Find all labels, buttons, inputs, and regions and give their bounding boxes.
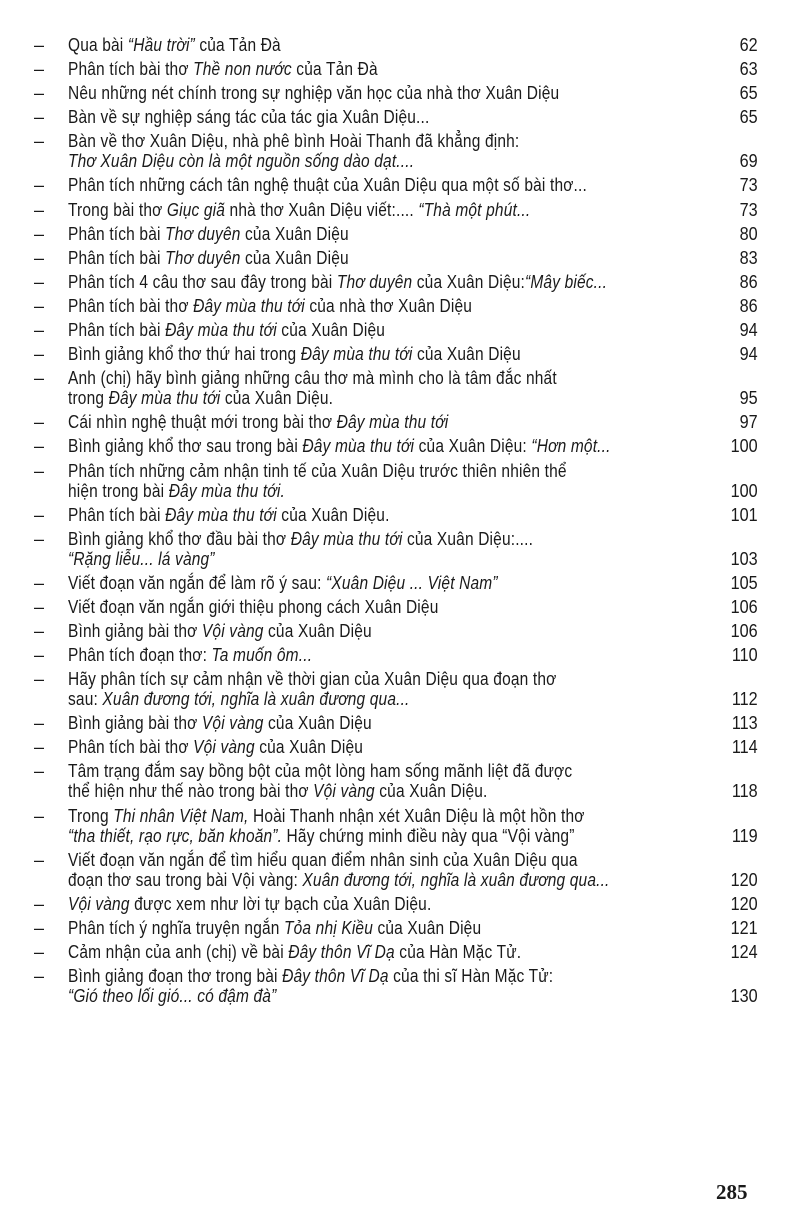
entry-title xyxy=(68,107,708,127)
bullet-dash: – xyxy=(34,528,45,549)
entry-title-line xyxy=(68,131,618,151)
text-segment: của Xuân Diệu: xyxy=(412,271,526,292)
entry-title-line xyxy=(68,368,618,388)
italic-title-segment: Vội vàng xyxy=(201,713,264,734)
text-segment: Phân tích bài xyxy=(68,504,166,525)
entry-title-line xyxy=(68,826,618,846)
entry-page-number: 105 xyxy=(730,572,758,593)
text-segment: hiện trong bài xyxy=(68,480,169,501)
text-segment: của nhà thơ Xuân Diệu xyxy=(304,295,473,316)
entry-page-number: 100 xyxy=(730,436,758,457)
entry-title-line xyxy=(68,107,618,127)
toc-entry xyxy=(34,505,764,525)
entry-page-number: 80 xyxy=(739,223,758,244)
entry-title xyxy=(68,713,708,733)
toc-entry xyxy=(34,597,764,617)
text-segment: của Xuân Diệu xyxy=(372,917,482,938)
text-segment: của Hàn Mặc Tử. xyxy=(394,941,522,962)
text-segment: của Xuân Diệu. xyxy=(220,388,334,409)
text-segment: Phân tích bài thơ xyxy=(68,737,194,758)
italic-title-segment: Đây mùa thu tới xyxy=(290,528,403,549)
italic-title-segment: “Xuân Diệu ... Việt Nam” xyxy=(326,572,498,593)
text-segment: của Tản Đà xyxy=(291,59,378,80)
italic-title-segment: Đây thôn Vĩ Dạ xyxy=(288,941,395,962)
entry-page-number: 121 xyxy=(730,917,758,938)
entry-page-number: 114 xyxy=(731,737,758,758)
text-segment: Anh (chị) hãy bình giảng những câu thơ mà mình cho là tâm đắc nhất xyxy=(68,368,557,389)
text-segment: Cái nhìn nghệ thuật mới trong bài thơ xyxy=(68,412,337,433)
toc-entry xyxy=(34,966,764,1006)
entry-page-number: 130 xyxy=(730,986,758,1006)
entry-title-line xyxy=(68,436,618,456)
entry-title xyxy=(68,669,708,709)
bullet-dash: – xyxy=(34,131,45,152)
italic-title-segment: Thi nhân Việt Nam, xyxy=(113,805,249,826)
text-segment: của thi sĩ Hàn Mặc Tử: xyxy=(388,966,554,986)
italic-title-segment: “Gió theo lối gió... có đậm đà” xyxy=(68,986,277,1006)
text-segment: Cảm nhận của anh (chị) về bài xyxy=(68,941,289,962)
bullet-dash: – xyxy=(34,295,45,316)
toc-entry xyxy=(34,175,764,195)
entry-title xyxy=(68,272,708,292)
entry-title-line xyxy=(68,894,618,914)
entry-title xyxy=(68,248,708,268)
italic-title-segment: Thề non nước xyxy=(193,59,292,80)
entry-title-line xyxy=(68,505,618,525)
entry-page-number: 95 xyxy=(739,388,758,409)
entry-page-number: 65 xyxy=(739,83,758,104)
italic-title-segment: Vội vàng xyxy=(201,620,264,641)
italic-title-segment: Vội vàng xyxy=(68,893,130,914)
entry-title-line xyxy=(68,918,618,938)
entry-title xyxy=(68,59,708,79)
bullet-dash: – xyxy=(34,805,45,826)
entry-title xyxy=(68,200,708,220)
entry-title-line xyxy=(68,986,618,1006)
entry-title-line xyxy=(68,870,618,890)
entry-title-line xyxy=(68,737,618,757)
entry-title xyxy=(68,942,708,962)
bullet-dash: – xyxy=(34,175,45,196)
toc-entry xyxy=(34,573,764,593)
entry-title-line xyxy=(68,942,618,962)
text-segment: nhà thơ Xuân Diệu viết:.... xyxy=(225,199,419,220)
toc-entry xyxy=(34,850,764,890)
text-segment: Viết đoạn văn ngắn để tìm hiểu quan điểm nhân sinh của Xuân Diệu qua xyxy=(68,849,578,870)
entry-page-number: 101 xyxy=(730,504,758,525)
text-segment: của Xuân Diệu xyxy=(254,737,364,758)
entry-title xyxy=(68,461,708,501)
bullet-dash: – xyxy=(34,320,45,341)
italic-title-segment: Đây mùa thu tới xyxy=(165,320,277,341)
text-segment: Bàn về sự nghiệp sáng tác của tác gia Xuân Diệu... xyxy=(68,107,430,128)
text-segment: Hãy chứng minh điều này qua “Vội vàng” xyxy=(282,825,575,846)
entry-title xyxy=(68,175,708,195)
bullet-dash: – xyxy=(34,713,45,734)
entry-page-number: 113 xyxy=(731,713,758,734)
bullet-dash: – xyxy=(34,460,45,481)
entry-page-number: 124 xyxy=(730,941,758,962)
entry-title xyxy=(68,645,708,665)
text-segment: Phân tích bài thơ xyxy=(68,59,194,80)
bullet-dash: – xyxy=(34,761,45,782)
text-segment: Phân tích 4 câu thơ sau đây trong bài xyxy=(68,271,337,292)
bullet-dash: – xyxy=(34,893,45,914)
entry-page-number: 110 xyxy=(731,645,758,666)
entry-title xyxy=(68,573,708,593)
toc-entry xyxy=(34,224,764,244)
entry-title-line xyxy=(68,549,618,569)
italic-title-segment: Thơ Xuân Diệu còn là một nguồn sống dào dạt.... xyxy=(68,151,415,172)
text-segment: Viết đoạn văn ngắn giới thiệu phong cách Xuân Diệu xyxy=(68,596,439,617)
entry-title-line xyxy=(68,481,618,501)
page-number: 285 xyxy=(716,1180,748,1204)
entry-page-number: 106 xyxy=(730,596,758,617)
text-segment: Bình giảng bài thơ xyxy=(68,713,202,734)
entry-page-number: 97 xyxy=(739,412,758,433)
entry-title xyxy=(68,918,708,938)
entry-page-number: 65 xyxy=(739,107,758,128)
entry-title xyxy=(68,621,708,641)
toc-entry xyxy=(34,83,764,103)
italic-title-segment: “Hầu trời” xyxy=(127,35,195,55)
text-segment: Phân tích bài thơ xyxy=(68,295,194,316)
bullet-dash: – xyxy=(34,504,45,525)
entry-title-line xyxy=(68,272,618,292)
text-segment: Bình giảng khổ thơ đầu bài thơ xyxy=(68,528,291,549)
text-segment: của Xuân Diệu xyxy=(263,620,372,641)
bullet-dash: – xyxy=(34,620,45,641)
text-segment: Bình giảng đoạn thơ trong bài xyxy=(68,966,283,986)
entry-title-line xyxy=(68,850,618,870)
entry-title-line xyxy=(68,320,618,340)
entry-page-number: 73 xyxy=(739,199,758,220)
entry-title-line xyxy=(68,573,618,593)
entry-page-number: 73 xyxy=(739,175,758,196)
text-segment: Phân tích bài xyxy=(68,223,166,244)
entry-title-line xyxy=(68,83,618,103)
entry-page-number: 103 xyxy=(730,548,758,569)
bullet-dash: – xyxy=(34,223,45,244)
text-segment: Bình giảng khổ thơ thứ hai trong xyxy=(68,344,301,365)
italic-title-segment: Thơ duyên xyxy=(165,247,241,268)
toc-entry xyxy=(34,344,764,364)
text-segment: của Xuân Diệu xyxy=(412,344,521,365)
text-segment: Hoài Thanh nhận xét Xuân Diệu là một hồn thơ xyxy=(248,805,585,826)
entry-title-line xyxy=(68,151,618,171)
bullet-dash: – xyxy=(34,199,45,220)
entry-title-line xyxy=(68,713,618,733)
italic-title-segment: “Rặng liễu... lá vàng” xyxy=(68,548,215,569)
toc-entry xyxy=(34,713,764,733)
toc-entry xyxy=(34,645,764,665)
bullet-dash: – xyxy=(34,271,45,292)
toc-entry xyxy=(34,806,764,846)
bullet-dash: – xyxy=(34,572,45,593)
text-segment: thể hiện như thế nào trong bài thơ xyxy=(68,781,314,802)
entry-title-line xyxy=(68,175,618,195)
toc-entry xyxy=(34,761,764,801)
bullet-dash: – xyxy=(34,344,45,365)
italic-title-segment: Thơ duyên xyxy=(165,223,241,244)
toc-entry xyxy=(34,942,764,962)
text-segment: của Xuân Diệu:.... xyxy=(402,528,534,549)
entry-title-line xyxy=(68,781,618,801)
entry-page-number: 118 xyxy=(731,781,758,802)
bullet-dash: – xyxy=(34,645,45,666)
toc-entry xyxy=(34,918,764,938)
bullet-dash: – xyxy=(34,35,45,55)
entry-page-number: 119 xyxy=(731,825,758,846)
italic-title-segment: Thơ duyên xyxy=(336,271,413,292)
italic-title-segment: Đây mùa thu tới xyxy=(165,504,277,525)
bullet-dash: – xyxy=(34,669,45,690)
entry-title xyxy=(68,296,708,316)
entry-title-line xyxy=(68,597,618,617)
bullet-dash: – xyxy=(34,966,45,986)
text-segment: trong xyxy=(68,388,109,409)
toc-entry xyxy=(34,320,764,340)
italic-title-segment: Đây thôn Vĩ Dạ xyxy=(282,966,389,986)
entry-title xyxy=(68,368,708,408)
italic-title-segment: Xuân đương tới, nghĩa là xuân đương qua... xyxy=(102,689,410,710)
toc-entry xyxy=(34,621,764,641)
entry-title xyxy=(68,597,708,617)
entry-title-line xyxy=(68,966,618,986)
toc-entry xyxy=(34,107,764,127)
entry-title xyxy=(68,224,708,244)
entry-page-number: 69 xyxy=(739,151,758,172)
entry-title xyxy=(68,894,708,914)
entry-title-line xyxy=(68,645,618,665)
entry-title xyxy=(68,320,708,340)
italic-title-segment: Đây mùa thu tới xyxy=(300,344,413,365)
bullet-dash: – xyxy=(34,368,45,389)
text-segment: của Xuân Diệu. xyxy=(374,781,488,802)
text-segment: Qua bài xyxy=(68,35,128,55)
bullet-dash: – xyxy=(34,412,45,433)
italic-title-segment: Đây mùa thu tới xyxy=(302,436,415,457)
toc-entry xyxy=(34,737,764,757)
bullet-dash: – xyxy=(34,849,45,870)
toc-entry xyxy=(34,272,764,292)
entry-title-line xyxy=(68,35,618,55)
text-segment: của Xuân Diệu xyxy=(240,247,349,268)
entry-title-line xyxy=(68,761,618,781)
entry-title-line xyxy=(68,806,618,826)
text-segment: của Xuân Diệu. xyxy=(276,504,390,525)
toc-entry xyxy=(34,296,764,316)
text-segment: đoạn thơ sau trong bài Vội vàng: xyxy=(68,869,303,890)
bullet-dash: – xyxy=(34,83,45,104)
bullet-dash: – xyxy=(34,59,45,80)
italic-title-segment: Vội vàng xyxy=(193,737,255,758)
entry-page-number: 94 xyxy=(739,344,758,365)
entry-title xyxy=(68,806,708,846)
italic-title-segment: “tha thiết, rạo rực, băn khoăn”. xyxy=(68,825,283,846)
entry-title-line xyxy=(68,461,618,481)
text-segment: được xem như lời tự bạch của Xuân Diệu. xyxy=(129,893,432,914)
text-segment: Phân tích những cảm nhận tinh tế của Xuân Diệu trước thiên nhiên thể xyxy=(68,460,567,481)
entry-title xyxy=(68,35,708,55)
text-segment: Phân tích những cách tân nghệ thuật của Xuân Diệu qua một số bài thơ... xyxy=(68,175,587,196)
toc-entry xyxy=(34,669,764,709)
text-segment: Trong bài thơ xyxy=(68,199,167,220)
entry-page-number: 62 xyxy=(739,35,758,55)
toc-entry xyxy=(34,35,764,55)
entry-title xyxy=(68,737,708,757)
entry-title xyxy=(68,131,708,171)
entry-title xyxy=(68,761,708,801)
italic-title-segment: “Mây biếc... xyxy=(525,271,608,292)
text-segment: sau: xyxy=(68,689,103,710)
entry-title xyxy=(68,529,708,569)
entry-title xyxy=(68,966,708,1006)
text-segment: của Xuân Diệu: xyxy=(414,436,532,457)
text-segment: Phân tích đoạn thơ: xyxy=(68,645,212,666)
entry-title xyxy=(68,412,708,432)
toc-entry xyxy=(34,894,764,914)
italic-title-segment: Xuân đương tới, nghĩa là xuân đương qua... xyxy=(302,869,610,890)
entry-title-line xyxy=(68,224,618,244)
italic-title-segment: “Thà một phút... xyxy=(418,199,531,220)
toc-entry xyxy=(34,436,764,456)
text-segment: Nêu những nét chính trong sự nghiệp văn học của nhà thơ Xuân Diệu xyxy=(68,83,560,104)
italic-title-segment: Đây mùa thu tới. xyxy=(168,480,285,501)
entry-page-number: 94 xyxy=(739,320,758,341)
bullet-dash: – xyxy=(34,107,45,128)
entry-title xyxy=(68,344,708,364)
text-segment: của Xuân Diệu xyxy=(240,223,349,244)
entry-title-line xyxy=(68,412,618,432)
text-segment: Trong xyxy=(68,805,114,826)
entry-page-number: 86 xyxy=(739,271,758,292)
italic-title-segment: Đây mùa thu tới xyxy=(193,295,305,316)
text-segment: Viết đoạn văn ngắn để làm rõ ý sau: xyxy=(68,572,327,593)
italic-title-segment: Vội vàng xyxy=(313,781,375,802)
italic-title-segment: Tỏa nhị Kiều xyxy=(284,917,373,938)
text-segment: Bàn về thơ Xuân Diệu, nhà phê bình Hoài Thanh đã khẳng định: xyxy=(68,131,520,152)
italic-title-segment: Giục giã xyxy=(166,199,226,220)
toc-entry xyxy=(34,248,764,268)
entry-page-number: 86 xyxy=(739,295,758,316)
entry-page-number: 120 xyxy=(730,893,758,914)
text-segment: của Tản Đà xyxy=(194,35,281,55)
text-segment: Bình giảng khổ thơ sau trong bài xyxy=(68,436,303,457)
table-of-contents xyxy=(34,35,764,1010)
entry-title-line xyxy=(68,689,618,709)
bullet-dash: – xyxy=(34,436,45,457)
entry-title xyxy=(68,505,708,525)
italic-title-segment: “Hơn một... xyxy=(531,436,611,457)
text-segment: Phân tích bài xyxy=(68,247,166,268)
italic-title-segment: Đây mùa thu tới xyxy=(108,388,221,409)
italic-title-segment: Đây mùa thu tới xyxy=(336,412,449,433)
entry-title-line xyxy=(68,529,618,549)
entry-title-line xyxy=(68,388,618,408)
entry-title-line xyxy=(68,621,618,641)
italic-title-segment: Ta muốn ôm... xyxy=(211,645,313,666)
bullet-dash: – xyxy=(34,737,45,758)
bullet-dash: – xyxy=(34,596,45,617)
entry-title-line xyxy=(68,669,618,689)
text-segment: Hãy phân tích sự cảm nhận về thời gian của Xuân Diệu qua đoạn thơ xyxy=(68,669,557,690)
bullet-dash: – xyxy=(34,917,45,938)
entry-title-line xyxy=(68,248,618,268)
text-segment: của Xuân Diệu xyxy=(276,320,386,341)
entry-title-line xyxy=(68,59,618,79)
entry-title-line xyxy=(68,200,618,220)
entry-title xyxy=(68,436,708,456)
text-segment: Phân tích ý nghĩa truyện ngắn xyxy=(68,917,285,938)
toc-entry xyxy=(34,131,764,171)
entry-page-number: 106 xyxy=(730,620,758,641)
entry-title xyxy=(68,83,708,103)
entry-page-number: 83 xyxy=(739,247,758,268)
entry-page-number: 120 xyxy=(730,869,758,890)
entry-title-line xyxy=(68,296,618,316)
toc-entry xyxy=(34,368,764,408)
toc-entry xyxy=(34,461,764,501)
text-segment: Phân tích bài xyxy=(68,320,166,341)
entry-page-number: 100 xyxy=(730,480,758,501)
bullet-dash: – xyxy=(34,247,45,268)
text-segment: Bình giảng bài thơ xyxy=(68,620,202,641)
entry-title-line xyxy=(68,344,618,364)
entry-page-number: 112 xyxy=(731,689,758,710)
toc-entry xyxy=(34,412,764,432)
text-segment: của Xuân Diệu xyxy=(263,713,372,734)
entry-page-number: 63 xyxy=(739,59,758,80)
entry-title xyxy=(68,850,708,890)
text-segment: Tâm trạng đắm say bồng bột của một lòng ham sống mãnh liệt đã được xyxy=(68,761,573,782)
bullet-dash: – xyxy=(34,941,45,962)
toc-entry xyxy=(34,59,764,79)
toc-entry xyxy=(34,529,764,569)
toc-entry xyxy=(34,200,764,220)
